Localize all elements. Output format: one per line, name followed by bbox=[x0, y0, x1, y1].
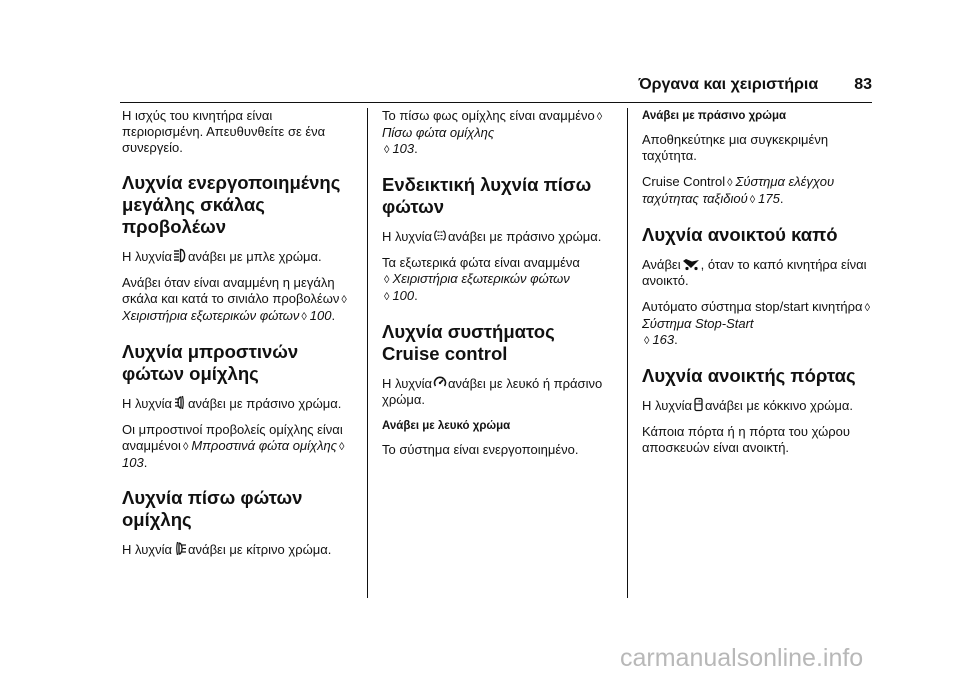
front-fog-note: Οι μπροστινοί προβολείς ομίχλης είναι αναμμένοι ◊ Μπροστινά φώτα ομίχλης ◊103. bbox=[122, 422, 345, 470]
cross-reference-link[interactable]: Σύστημα ελέγχου ταχύτητας ταξιδιού bbox=[642, 174, 835, 206]
column-divider bbox=[367, 108, 368, 598]
green-state-text: Αποθηκεύτηκε μια συγκεκριμένη ταχύτητα. bbox=[642, 132, 829, 163]
column-2 bbox=[382, 108, 614, 598]
rear-fog-icon bbox=[173, 541, 187, 556]
stop-start-reference: Αυτόματο σύστημα stop/start κινητήρα ◊Σύστημα Stop-Start ◊ 163. bbox=[642, 299, 870, 347]
tail-light-description: Η λυχνία ανάβει με πράσινο χρώμα. bbox=[382, 229, 602, 244]
column-1 bbox=[122, 108, 354, 598]
header-rule bbox=[120, 102, 872, 103]
cruise-description: Η λυχνία ανάβει με λευκό ή πράσινο χρώμα. bbox=[382, 376, 603, 407]
header-title: Όργανα και χειριστήρια bbox=[638, 76, 819, 93]
door-note: Κάποια πόρτα ή η πόρτα του χώρου αποσκευών είναι ανοικτή. bbox=[642, 424, 850, 455]
cruise-control-icon bbox=[433, 375, 447, 390]
heading-high-beam: Λυχνία ενεργοποιημένης μεγάλης σκάλας προβολέων bbox=[122, 172, 341, 237]
intro-paragraph: Η ισχύς του κινητήρα είναι περιορισμένη. Απευθυνθείτε σε ένα συνεργείο. bbox=[122, 108, 326, 155]
cross-reference-link[interactable]: Χειριστήρια εξωτερικών φώτων bbox=[392, 271, 570, 286]
page-header bbox=[120, 76, 872, 96]
hood-description: Ανάβει , όταν το καπό κινητήρα είναι ανοικτό. bbox=[642, 257, 867, 288]
tail-light-icon bbox=[433, 228, 447, 243]
reference-arrow-icon: ◊ bbox=[339, 441, 345, 453]
front-fog-icon bbox=[173, 395, 187, 410]
page-reference[interactable]: 100 bbox=[309, 308, 332, 323]
page-reference[interactable]: 100 bbox=[392, 288, 415, 303]
cross-reference-link[interactable]: Σύστημα Stop-Start bbox=[642, 316, 754, 331]
tail-light-note: Τα εξωτερικά φώτα είναι αναμμένα ◊ Χειριστήρια εξωτερικών φώτων ◊ 100. bbox=[382, 255, 580, 303]
reference-arrow-icon: ◊ bbox=[384, 291, 390, 303]
door-description: Η λυχνία ανάβει με κόκκινο χρώμα. bbox=[642, 398, 854, 413]
rear-fog-note: Το πίσω φως ομίχλης είναι αναμμένο ◊Πίσω φώτα ομίχλης ◊ 103. bbox=[382, 108, 603, 156]
reference-arrow-icon: ◊ bbox=[384, 274, 390, 286]
cruise-reference: Cruise Control ◊ Σύστημα ελέγχου ταχύτητας ταξιδιού ◊ 175. bbox=[642, 174, 835, 206]
hood-open-icon bbox=[682, 256, 700, 271]
reference-arrow-icon: ◊ bbox=[301, 311, 307, 323]
heading-rear-fog: Λυχνία πίσω φώτων ομίχλης bbox=[122, 487, 303, 530]
page-reference[interactable]: 103 bbox=[392, 141, 415, 156]
subheading-white: Ανάβει με λευκό χρώμα bbox=[382, 420, 511, 432]
door-open-icon bbox=[693, 397, 704, 412]
heading-tail-light: Ενδεικτική λυχνία πίσω φώτων bbox=[382, 174, 592, 217]
reference-arrow-icon: ◊ bbox=[384, 144, 390, 156]
page-reference[interactable]: 103 bbox=[122, 455, 144, 470]
high-beam-description: Η λυχνία ανάβει με μπλε χρώμα. bbox=[122, 249, 322, 264]
page-reference[interactable]: 175 bbox=[758, 191, 780, 206]
reference-arrow-icon: ◊ bbox=[727, 177, 733, 189]
reference-arrow-icon: ◊ bbox=[596, 111, 603, 123]
reference-arrow-icon: ◊ bbox=[341, 294, 347, 306]
high-beam-icon bbox=[173, 248, 187, 263]
reference-arrow-icon: ◊ bbox=[749, 194, 756, 206]
cross-reference-link[interactable]: Πίσω φώτα ομίχλης bbox=[382, 125, 495, 140]
page-number: 83 bbox=[854, 76, 872, 93]
reference-arrow-icon: ◊ bbox=[864, 302, 870, 314]
heading-door-open: Λυχνία ανοικτής πόρτας bbox=[642, 365, 856, 386]
heading-cruise-control: Λυχνία συστήματος Cruise control bbox=[382, 321, 555, 364]
reference-arrow-icon: ◊ bbox=[644, 335, 650, 347]
subheading-green: Ανάβει με πράσινο χρώμα bbox=[642, 110, 787, 122]
watermark: carmanualsonline.info bbox=[620, 644, 864, 672]
front-fog-description: Η λυχνία ανάβει με πράσινο χρώμα. bbox=[122, 396, 342, 411]
cross-reference-link[interactable]: Μπροστινά φώτα ομίχλης bbox=[191, 438, 338, 453]
white-state-text: Το σύστημα είναι ενεργοποιημένο. bbox=[382, 442, 579, 457]
rear-fog-description: Η λυχνία ανάβει με κίτρινο χρώμα. bbox=[122, 542, 332, 557]
cross-reference-link[interactable]: Χειριστήρια εξωτερικών φώτων bbox=[122, 308, 300, 323]
reference-arrow-icon: ◊ bbox=[182, 441, 189, 453]
high-beam-note: Ανάβει όταν είναι αναμμένη η μεγάλη σκάλα και κατά το σινιάλο προβολέων ◊Χειριστήρια εξωτερικών φώτων ◊ 100. bbox=[122, 275, 347, 323]
column-divider bbox=[627, 108, 628, 598]
page-reference[interactable]: 163 bbox=[652, 332, 675, 347]
heading-hood-open: Λυχνία ανοικτού καπό bbox=[642, 224, 838, 245]
heading-front-fog: Λυχνία μπροστινών φώτων ομίχλης bbox=[122, 341, 299, 384]
column-3 bbox=[642, 108, 874, 598]
